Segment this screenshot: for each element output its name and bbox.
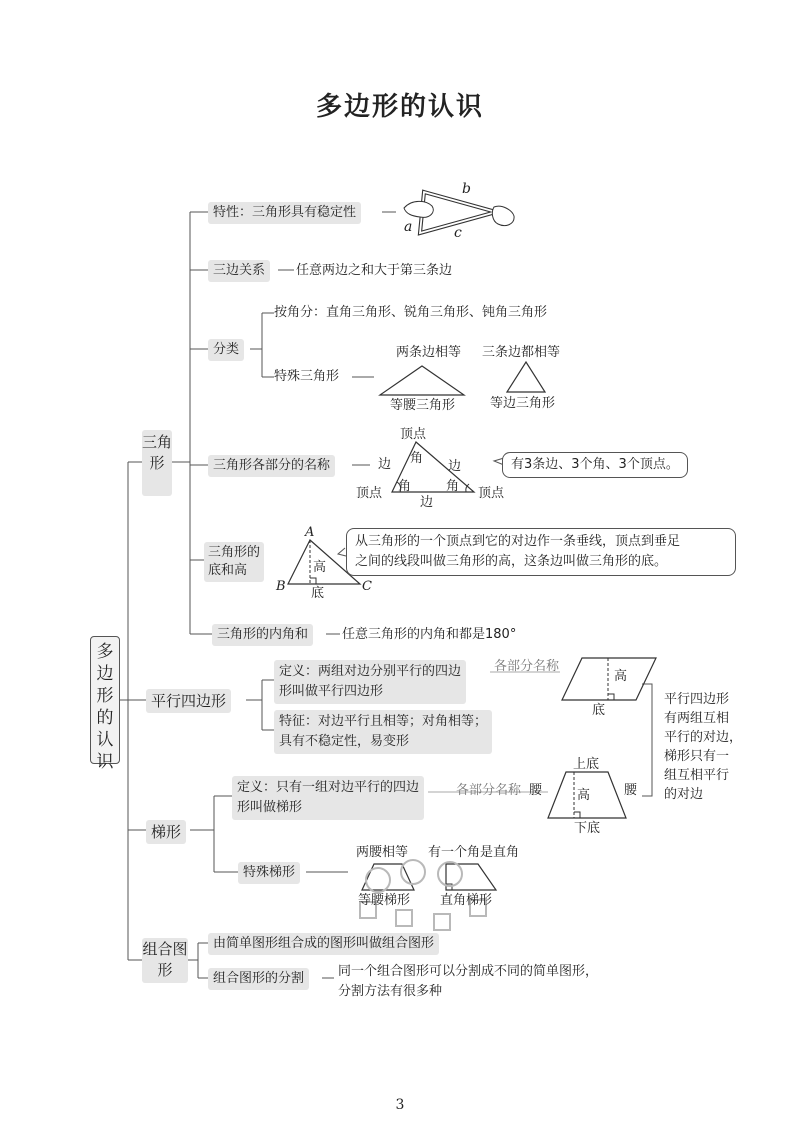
side-a-label: a (404, 219, 413, 235)
parallelogram-feature-line-1: 特征：对边平行且相等；对角相等； (279, 714, 488, 729)
angle-top-label: 角 (410, 451, 424, 466)
classify-node: 分类 (208, 339, 244, 361)
parallelogram-height-label: 高 (614, 669, 628, 684)
parts-summary-callout: 有3条边、3个角、3个顶点。 (502, 452, 688, 478)
compare-note-line: 有两组互相 (664, 711, 730, 726)
side-left-label: 边 (378, 457, 392, 472)
root-node: 多边形的认识 (90, 636, 120, 764)
base-height-label-2: 底和高 (208, 563, 248, 578)
stability-node: 特性：三角形具有稳定性 (208, 202, 361, 224)
angle-right-label: 角 (446, 479, 460, 494)
parallelogram-definition (274, 660, 466, 704)
composite-split-text (338, 962, 598, 1002)
isosceles-label: 等腰三角形 (390, 398, 456, 413)
parallelogram-def-line-2: 形叫做平行四边形 (279, 684, 384, 699)
compare-note-line: 组互相平行 (664, 768, 730, 783)
trapezoid-definition (232, 776, 424, 820)
height-def-line-2: 之间的线段叫做三角形的高，这条边叫做三角形的底。 (355, 554, 668, 569)
isosceles-trapezoid-label: 等腰梯形 (358, 893, 411, 908)
base-label: 底 (311, 586, 325, 601)
equilateral-label: 等边三角形 (490, 396, 556, 411)
side-relation-node: 三边关系 (208, 260, 270, 282)
vertex-B-label: B (276, 579, 286, 594)
composite-split-node: 组合图形的分割 (208, 968, 309, 990)
side-c-label: c (454, 225, 462, 241)
trapezoid-bottom-label: 下底 (574, 821, 601, 836)
angle-left-label: 角 (398, 479, 412, 494)
composite-split-line-1: 同一个组合图形可以分割成不同的简单图形， (338, 964, 599, 979)
vertex-C-label: C (362, 579, 372, 594)
composite-split-line-2: 分割方法有很多种 (338, 984, 443, 999)
special-triangle-node: 特殊三角形 (274, 369, 340, 384)
trapezoid-def-line-2: 形叫做梯形 (237, 800, 303, 815)
trapezoid-leg-right-label: 腰 (624, 783, 638, 798)
vertex-left-label: 顶点 (356, 486, 383, 501)
triangle-node: 三角形 (142, 430, 172, 496)
height-label: 高 (313, 560, 327, 575)
trapezoid-height-label: 高 (577, 788, 591, 803)
side-right-label: 边 (448, 459, 462, 474)
parallelogram-base-label: 底 (592, 703, 606, 718)
parallelogram-feature (274, 710, 492, 754)
page-title: 多边形的认识 (315, 92, 484, 122)
height-def-line-1: 从三角形的一个顶点到它的对边作一条垂线，顶点到垂足 (355, 534, 681, 549)
isosceles-triangle-shape (380, 366, 464, 395)
parallelogram-feature-line-2: 具有不稳定性，易变形 (279, 734, 410, 749)
equilateral-note: 三条边都相等 (482, 345, 561, 360)
composite-node: 组合图形 (142, 938, 188, 983)
side-b-label: b (462, 181, 471, 197)
right-trapezoid-note: 有一个角是直角 (428, 845, 520, 860)
parallelogram-shape (562, 658, 656, 700)
compare-note-line: 平行四边形 (664, 692, 730, 707)
equilateral-triangle-shape (507, 362, 545, 392)
vertex-top-label: 顶点 (400, 427, 427, 442)
isosceles-note: 两条边相等 (396, 345, 462, 360)
special-trapezoid-node: 特殊梯形 (238, 862, 300, 884)
composite-definition: 由简单图形组合成的图形叫做组合图形 (208, 933, 439, 955)
base-height-label-1: 三角形的 (208, 545, 261, 560)
vertex-right-label: 顶点 (478, 486, 505, 501)
trapezoid-top-label: 上底 (573, 757, 600, 772)
side-relation-text: 任意两边之和大于第三条边 (296, 263, 453, 278)
trapezoid-node: 梯形 (146, 820, 186, 844)
parallelogram-parts-label: 各部分名称 (494, 659, 560, 674)
base-height-node (204, 542, 264, 582)
right-trapezoid-label: 直角梯形 (440, 893, 493, 908)
parallelogram-node: 平行四边形 (146, 689, 231, 713)
trapezoid-parts-label: 各部分名称 (456, 783, 522, 798)
compare-note-line: 平行的对边， (664, 730, 743, 745)
trapezoid-def-line-1: 定义：只有一组对边平行的四边 (237, 780, 420, 795)
trapezoid-leg-left-label: 腰 (529, 783, 543, 798)
side-bottom-label: 边 (420, 495, 434, 510)
classify-by-angle: 按角分：直角三角形、锐角三角形、钝角三角形 (274, 305, 548, 320)
vertex-A-label: A (305, 525, 315, 540)
isosceles-trapezoid-note: 两腰相等 (356, 845, 409, 860)
parallelogram-def-line-1: 定义：两组对边分别平行的四边 (279, 664, 462, 679)
height-definition-callout (346, 528, 736, 576)
angle-sum-text: 任意三角形的内角和都是180° (342, 627, 517, 642)
compare-note-line: 梯形只有一 (664, 749, 730, 764)
page-number: 3 (395, 1097, 405, 1113)
compare-note-line: 的对边 (664, 787, 704, 802)
angle-sum-node: 三角形的内角和 (212, 624, 313, 646)
compare-note (664, 690, 742, 804)
parts-node: 三角形各部分的名称 (208, 455, 335, 477)
